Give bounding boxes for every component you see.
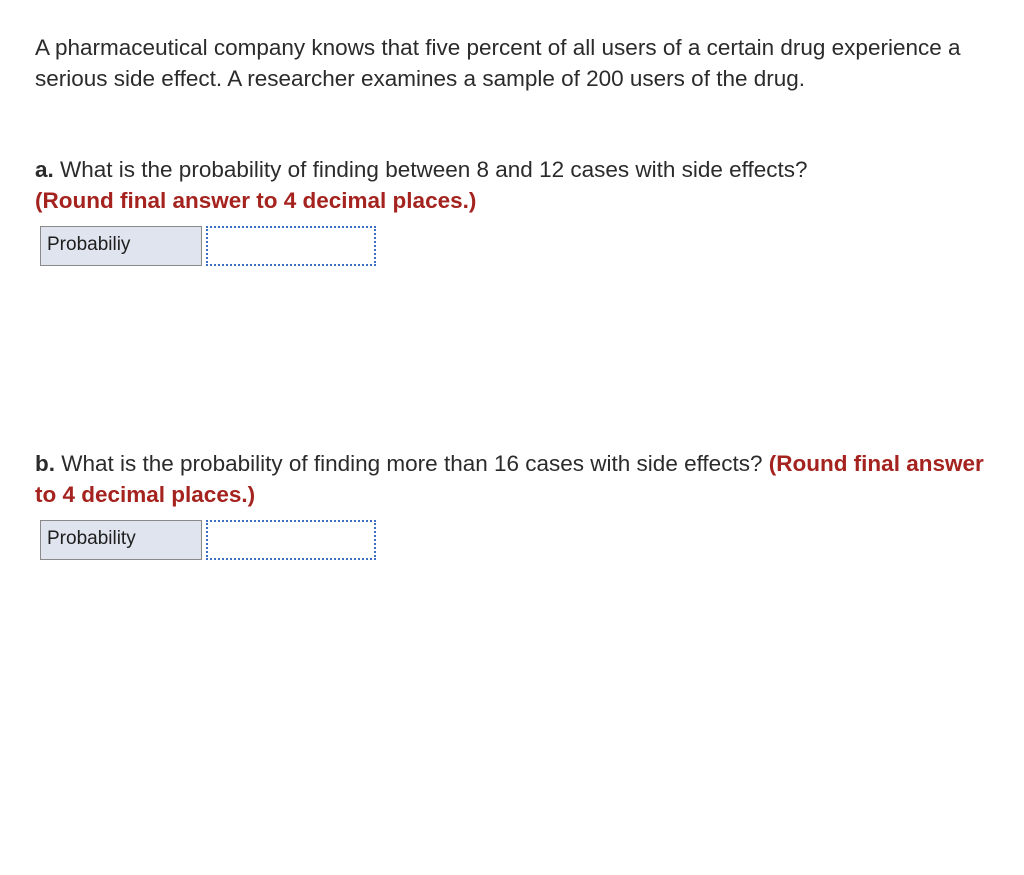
question-a-letter: a. (35, 157, 54, 182)
answer-input-a[interactable] (206, 226, 376, 266)
answer-row-b (40, 520, 376, 560)
problem-statement: A pharmaceutical company knows that five percent of all users of a certain drug experience a serious side effect. A researcher examines a sample of 200 users of the drug. (35, 35, 961, 91)
question-b-instruction: (Round final answer to 4 decimal places.) (35, 451, 984, 507)
question-b (35, 448, 995, 510)
answer-label-b: Probability (40, 520, 202, 560)
question-b-text: What is the probability of finding more than 16 cases with side effects? (55, 451, 769, 476)
answer-label-a: Probabiliy (40, 226, 202, 266)
answer-row-a (40, 226, 376, 266)
question-b-letter: b. (35, 451, 55, 476)
question-a (35, 154, 995, 216)
question-a-text: What is the probability of finding between 8 and 12 cases with side effects? (53, 157, 808, 182)
question-a-instruction: (Round final answer to 4 decimal places.) (35, 188, 477, 213)
answer-input-b[interactable] (206, 520, 376, 560)
